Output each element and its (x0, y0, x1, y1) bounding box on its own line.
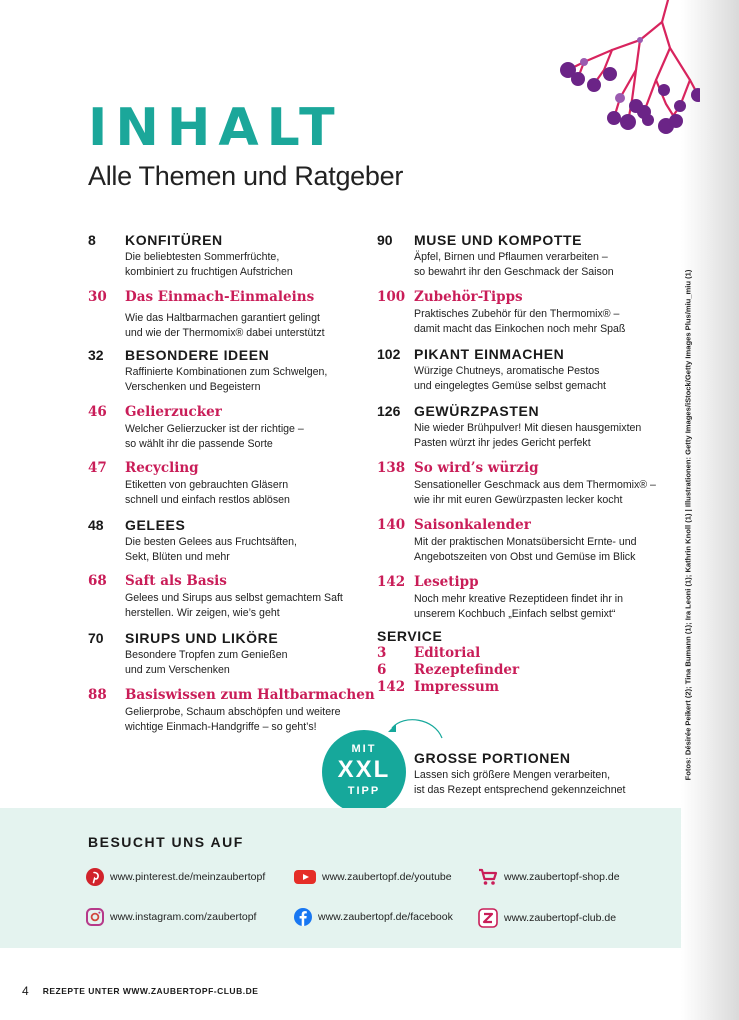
service-label: SERVICE (377, 628, 443, 644)
shop-link[interactable] (478, 868, 620, 886)
toc-heading: Gelierzucker (125, 404, 222, 420)
toc-left-column (88, 230, 375, 735)
facebook-icon (294, 908, 312, 926)
toc-description: Pasten würzt ihr jedes Gericht perfekt (414, 437, 591, 449)
toc-description: und zum Verschenken (125, 664, 230, 676)
toc-description: so wählt ihr die passende Sorte (125, 438, 273, 450)
toc-page-number: 126 (377, 403, 401, 419)
toc-heading: Saisonkalender (414, 517, 531, 533)
portion-description: Lassen sich größere Mengen verarbeiten, (414, 769, 611, 781)
page-number: 4 (22, 984, 29, 998)
instagram-icon (86, 908, 104, 926)
toc-heading: KONFITÜREN (125, 232, 223, 248)
toc-page-number: 88 (88, 687, 107, 703)
pinterest-url: www.pinterest.de/meinzaubertopf (110, 871, 266, 883)
toc-page-number: 46 (88, 404, 107, 420)
toc-page-number: 47 (88, 460, 107, 476)
badge-xxl: XXL (337, 756, 391, 783)
toc-description: Die besten Gelees aus Fruchtsäften, (125, 536, 297, 548)
toc-entry[interactable] (88, 230, 358, 287)
toc-description: Gelees und Sirups aus selbst gemachtem Saft (125, 592, 343, 604)
toc-description: und wie der Thermomix® dabei unterstützt (125, 327, 325, 339)
toc-description: herstellen. Wir zeigen, wie’s geht (125, 607, 280, 619)
pinterest-icon (86, 868, 104, 886)
social-title: BESUCHT UNS AUF (88, 834, 244, 850)
service-page-number: 3 (377, 645, 387, 661)
toc-description: Nie wieder Brühpulver! Mit diesen hausgemixten (414, 422, 642, 434)
club-link[interactable] (478, 908, 616, 928)
toc-description: Welcher Gelierzucker ist der richtige – (125, 423, 304, 435)
page-title: INHALT (88, 98, 343, 158)
toc-description: Angebotszeiten von Obst und Gemüse im Blick (414, 551, 636, 563)
toc-description: Verschenken und Begeistern (125, 381, 261, 393)
toc-description: Etiketten von gebrauchten Gläsern (125, 479, 289, 491)
toc-entry[interactable] (88, 287, 358, 345)
toc-page-number: 8 (88, 232, 96, 248)
toc-entry[interactable] (377, 287, 667, 344)
service-page-number: 6 (377, 662, 387, 678)
service-section (377, 627, 627, 696)
toc-description: Noch mehr kreative Rezeptideen findet ihr in (414, 593, 624, 605)
social-section (0, 808, 681, 948)
toc-heading: Das Einmach-Einmaleins (125, 289, 315, 305)
toc-description: Würzige Chutneys, aromatische Pestos (414, 365, 600, 377)
toc-description: Die beliebtesten Sommerfrüchte, (125, 251, 280, 263)
service-item[interactable] (377, 662, 627, 679)
toc-description: Äpfel, Birnen und Pflaumen verarbeiten – (414, 251, 608, 263)
toc-description: kombiniert zu fruchtigen Aufstrichen (125, 266, 293, 278)
toc-heading: MUSE UND KOMPOTTE (414, 232, 583, 248)
toc-page-number: 30 (88, 289, 107, 305)
toc-heading: GEWÜRZPASTEN (414, 403, 540, 419)
youtube-url: www.zaubertopf.de/youtube (322, 871, 452, 883)
toc-heading: Saft als Basis (125, 573, 227, 589)
toc-description: Raffinierte Kombinationen zum Schwelgen, (125, 366, 328, 378)
toc-entry[interactable] (88, 402, 358, 458)
instagram-url: www.instagram.com/zaubertopf (110, 911, 257, 923)
badge-tipp: TIPP (347, 785, 381, 797)
toc-heading: Recycling (125, 460, 199, 476)
toc-heading: GELEES (125, 517, 186, 533)
photo-credits (680, 255, 696, 795)
club-url: www.zaubertopf-club.de (504, 912, 617, 924)
toc-page-number: 140 (377, 517, 406, 533)
toc-heading: Lesetipp (414, 574, 479, 590)
toc-entry[interactable] (88, 628, 358, 685)
facebook-link[interactable] (294, 908, 453, 926)
toc-heading: So wird’s würzig (414, 460, 539, 476)
shop-url: www.zaubertopf-shop.de (504, 871, 620, 883)
toc-right-column (377, 230, 667, 627)
youtube-link[interactable] (294, 868, 452, 886)
toc-heading: PIKANT EINMACHEN (414, 346, 565, 362)
toc-entry[interactable] (377, 344, 667, 401)
toc-page-number: 100 (377, 289, 406, 305)
toc-page-number: 32 (88, 347, 104, 363)
toc-description: unserem Kochbuch „Einfach selbst gemixt“ (414, 608, 616, 620)
toc-page-number: 138 (377, 460, 406, 476)
shopping-cart-icon (478, 868, 498, 886)
toc-entry[interactable] (88, 515, 358, 571)
toc-description: Sekt, Blüten und mehr (125, 551, 230, 563)
photo-credits-text: Fotos: Désirée Peikert (2); Tina Bumann (1); Ira Leoni (1); Kathrin Knoll (1) | Illustrationen: Getty Images/iStock/Getty Images Plus/miu_miu (1) (683, 269, 693, 781)
toc-entry[interactable] (377, 230, 667, 287)
page-subtitle: Alle Themen und Ratgeber (88, 161, 404, 191)
pinterest-link[interactable] (86, 868, 265, 886)
service-item-label: Impressum (414, 679, 500, 695)
service-item[interactable] (377, 679, 627, 696)
toc-description: Mit der praktischen Monatsübersicht Ernte- und (414, 536, 637, 548)
portion-heading: GROSSE PORTIONEN (414, 750, 571, 766)
zaubertopf-club-icon (478, 908, 498, 928)
footer-note: REZEPTE UNTER WWW.ZAUBERTOPF-CLUB.DE (42, 986, 259, 996)
toc-description: damit macht das Einkochen noch mehr Spaß (414, 323, 626, 335)
toc-heading: BESONDERE IDEEN (125, 347, 270, 363)
page-footer (22, 984, 258, 998)
instagram-link[interactable] (86, 908, 256, 926)
toc-page-number: 90 (377, 232, 393, 248)
portion-note (414, 748, 664, 798)
toc-page-number: 102 (377, 346, 401, 362)
youtube-icon (294, 868, 316, 886)
toc-description: Besondere Tropfen zum Genießen (125, 649, 288, 661)
toc-entry[interactable] (377, 515, 667, 572)
toc-page-number: 68 (88, 573, 107, 589)
toc-page-number: 142 (377, 574, 406, 590)
toc-entry[interactable] (88, 345, 358, 402)
toc-description: Gelierprobe, Schaum abschöpfen und weitere (125, 706, 341, 718)
toc-heading: Basiswissen zum Haltbarmachen (125, 687, 375, 703)
service-item[interactable] (377, 645, 627, 662)
toc-entry[interactable] (88, 685, 375, 735)
toc-page-number: 70 (88, 630, 104, 646)
toc-description: wie ihr mit euren Gewürzpasten lecker kocht (414, 494, 623, 506)
service-item-label: Rezeptefinder (414, 662, 520, 678)
toc-heading: Zubehör-Tipps (414, 289, 523, 305)
toc-entry[interactable] (88, 458, 358, 515)
toc-description: Praktisches Zubehör für den Thermomix® – (414, 308, 620, 320)
facebook-url: www.zaubertopf.de/facebook (318, 911, 453, 923)
service-page-number: 142 (377, 679, 406, 695)
toc-entry[interactable] (377, 572, 667, 627)
xxl-tip-badge (322, 730, 406, 814)
toc-description: und eingelegtes Gemüse selbst gemacht (414, 380, 606, 392)
toc-description: wichtige Einmach-Handgriffe – so geht’s! (125, 721, 317, 733)
toc-description: schnell und einfach restlos ablösen (125, 494, 290, 506)
toc-description: so bewahrt ihr den Geschmack der Saison (414, 266, 614, 278)
toc-page-number: 48 (88, 517, 104, 533)
toc-description: Sensationeller Geschmack aus dem Thermomix® – (414, 479, 656, 491)
toc-entry[interactable] (377, 401, 667, 458)
toc-entry[interactable] (377, 458, 667, 515)
elderberry-illustration (540, 0, 700, 145)
badge-mit: MIT (351, 743, 377, 755)
toc-description: Wie das Haltbarmachen garantiert gelingt (125, 312, 320, 324)
service-item-label: Editorial (414, 645, 481, 661)
toc-entry[interactable] (88, 571, 358, 628)
portion-description: ist das Rezept entsprechend gekennzeichnet (414, 784, 626, 796)
toc-heading: SIRUPS UND LIKÖRE (125, 630, 279, 646)
